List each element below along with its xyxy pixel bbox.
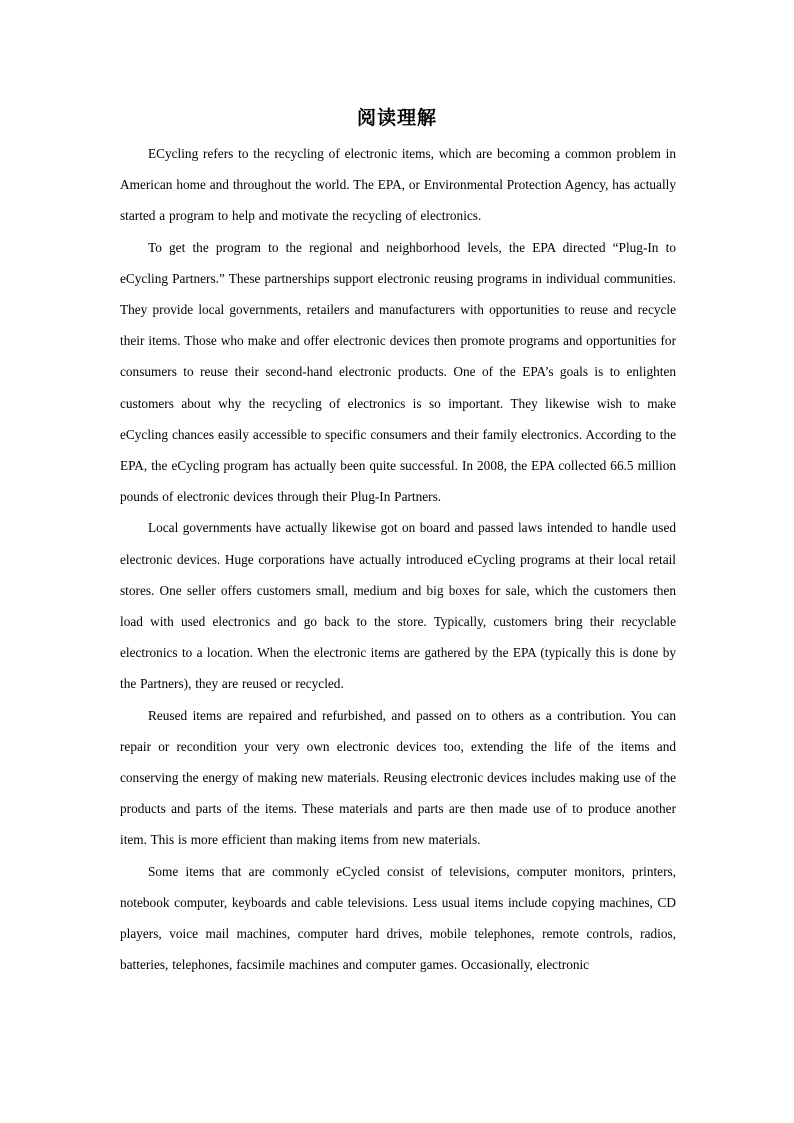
page-title: 阅读理解 bbox=[356, 107, 437, 129]
paragraph: To get the program to the regional and neighborhood levels, the EPA directed “Plug-In to eCycling Partners.” These partnerships support electronic reusing programs in individual communities. They provide local governments, retailers and manufacturers with opportunities to reuse and recycle their items. Those who make and offer electronic devices then promote programs and opportunities for consumers to reuse their second-hand electronic products. One of the EPA’s goals is to enlighten customers about why the recycling of electronics is so important. They likewise wish to make eCycling chances easily accessible to specific consumers and their family electronics. According to the EPA, the eCycling program has actually been quite successful. In 2008, the EPA collected 66.5 million pounds of electronic devices through their Plug-In Partners. bbox=[120, 239, 676, 505]
paragraph: ECycling refers to the recycling of electronic items, which are becoming a common problem in American home and throughout the world. The EPA, or Environmental Protection Agency, has actually started a program to help and motivate the recycling of electronics. bbox=[120, 146, 676, 224]
paragraph: Some items that are commonly eCycled consist of televisions, computer monitors, printers, notebook computer, keyboards and cable televisions. Less usual items include copying machines, CD players, voice mail machines, computer hard drives, mobile telephones, remote controls, radios, batteries, telephones, facsimile machines and computer games. Occasionally, electronic bbox=[120, 863, 676, 973]
paragraph: Reused items are repaired and refurbished, and passed on to others as a contribution. You can repair or recondition your very own electronic devices too, extending the life of the items and conserving the energy of making new materials. Reusing electronic devices includes making use of the products and parts of the items. These materials and parts are then made use of to produce another item. This is more efficient than making items from new materials. bbox=[120, 707, 676, 848]
document-body bbox=[120, 138, 676, 973]
paragraph: Local governments have actually likewise got on board and passed laws intended to handle used electronic devices. Huge corporations have actually introduced eCycling programs at their local retail stores. One seller offers customers small, medium and big boxes for sale, which the customers then load with used electronics and go back to the store. Typically, customers bring their recyclable electronics to a location. When the electronic items are gathered by the EPA (typically this is done by the Partners), they are reused or recycled. bbox=[120, 520, 676, 692]
